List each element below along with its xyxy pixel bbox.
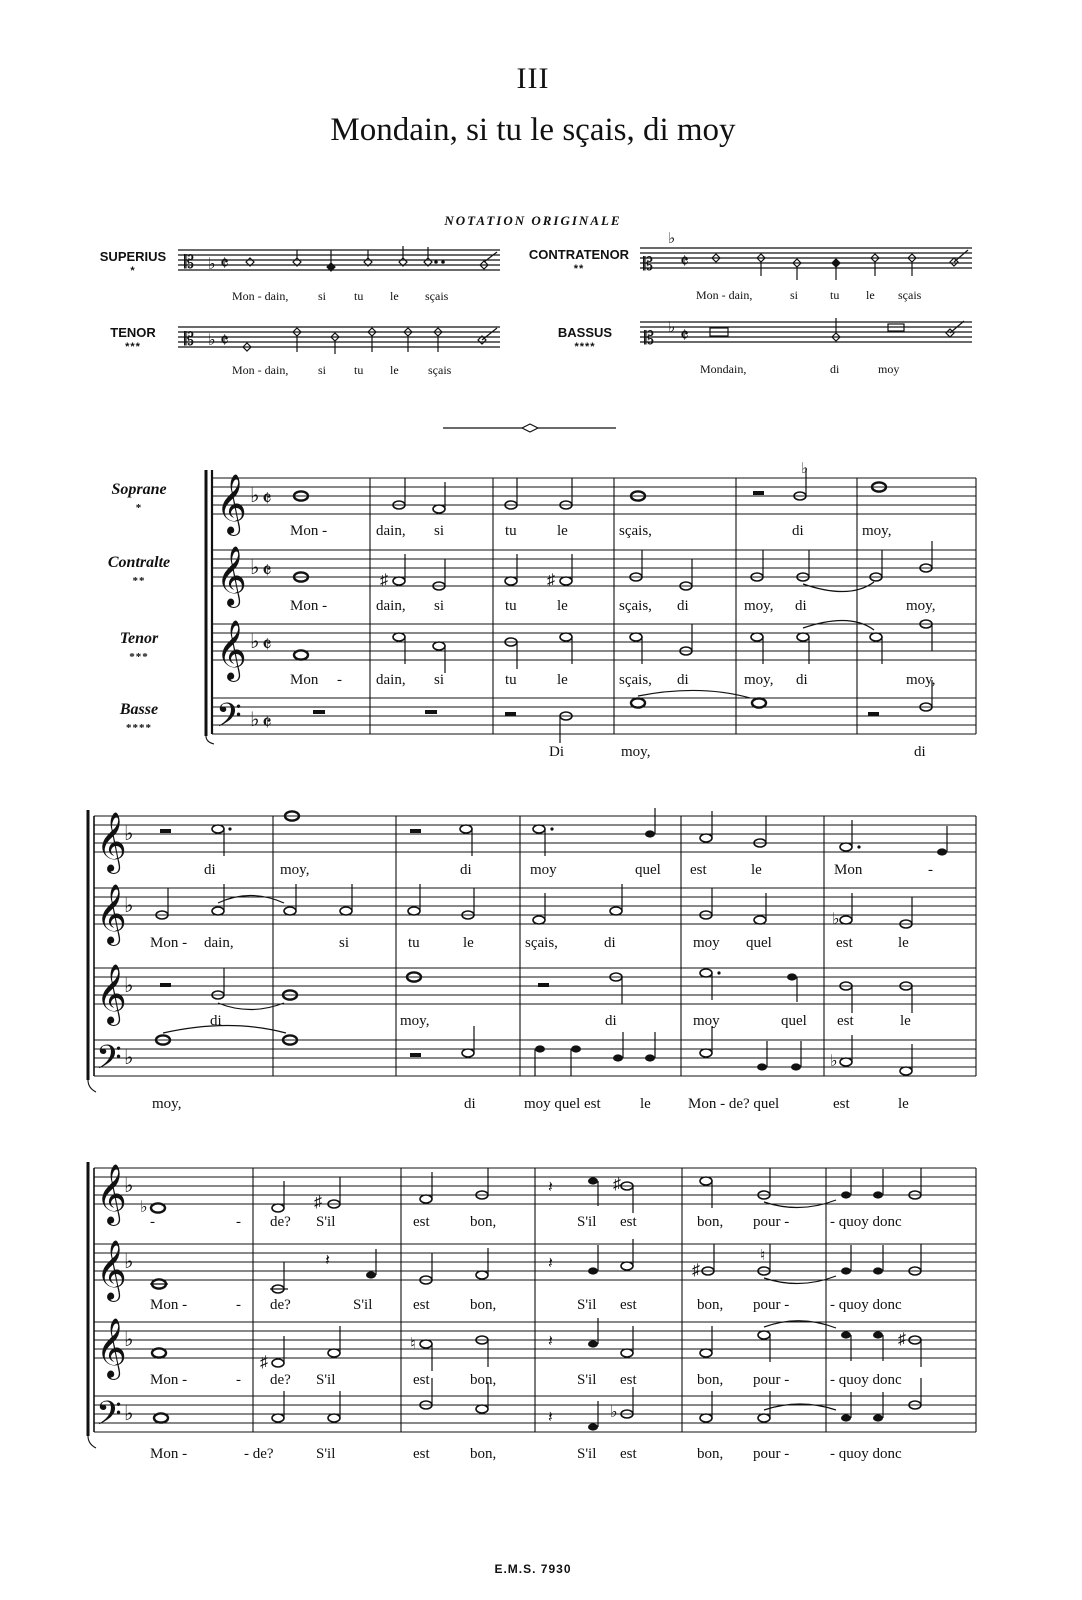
lyric: est xyxy=(413,1214,430,1230)
part-label-tenor: Tenor *** xyxy=(119,630,159,663)
svg-text:♭: ♭ xyxy=(250,557,260,579)
lyric: pour - xyxy=(753,1372,790,1388)
lyric: de? xyxy=(270,1372,291,1388)
lyric: S'il xyxy=(577,1446,597,1462)
lyric: S'il xyxy=(316,1214,336,1230)
lyric: Mon - xyxy=(150,935,188,951)
lyric: est xyxy=(413,1297,430,1313)
lyric: dain, xyxy=(376,672,406,688)
svg-text:♭: ♭ xyxy=(124,975,134,997)
lyric: est xyxy=(690,862,707,878)
lyric: - xyxy=(928,862,933,878)
svg-text:♯: ♯ xyxy=(380,572,388,589)
lyric: Mon - xyxy=(290,598,328,614)
svg-text:𝄢: 𝄢 xyxy=(96,1395,122,1441)
svg-text:♭: ♭ xyxy=(250,631,260,653)
lyric: sçais, xyxy=(619,598,652,614)
lyric: est xyxy=(413,1446,430,1462)
svg-text:𝄞: 𝄞 xyxy=(96,884,127,944)
svg-text:♯: ♯ xyxy=(314,1194,322,1211)
lyric: - xyxy=(236,1297,241,1313)
lyric: di xyxy=(914,744,926,760)
svg-text:𝄡: 𝄡 xyxy=(643,254,654,274)
svg-text:♭: ♭ xyxy=(668,231,676,247)
notation-lyric: si xyxy=(318,289,327,303)
notation-lyric: sçais xyxy=(428,363,452,377)
part-label-soprane: Soprane * xyxy=(111,481,167,514)
lyric: moy, xyxy=(152,1096,182,1112)
lyric: moy xyxy=(530,862,557,878)
svg-text:𝄽: 𝄽 xyxy=(548,1409,553,1426)
lyric: di xyxy=(796,672,808,688)
lyric: Mon - xyxy=(290,523,328,539)
svg-text:♭: ♭ xyxy=(208,256,216,273)
svg-text:𝄡: 𝄡 xyxy=(644,328,655,348)
lyric: moy quel est xyxy=(524,1096,601,1112)
notation-lyric: moy xyxy=(878,362,900,376)
svg-text:𝄵: 𝄵 xyxy=(220,330,229,352)
notation-voice-superius: SUPERIUS * xyxy=(99,249,167,277)
lyric: S'il xyxy=(316,1372,336,1388)
lyric: moy, xyxy=(621,744,651,760)
svg-text:𝄞: 𝄞 xyxy=(216,546,247,606)
notation-voice-tenor: TENOR *** xyxy=(110,325,156,353)
lyric: di xyxy=(605,1013,617,1029)
part-label-basse: Basse **** xyxy=(119,701,159,734)
lyric: di xyxy=(210,1013,222,1029)
lyric: Mon - xyxy=(150,1446,188,1462)
svg-text:♭: ♭ xyxy=(250,709,260,731)
lyric: est xyxy=(833,1096,850,1112)
lyric: quel xyxy=(746,935,772,951)
svg-text:𝄽: 𝄽 xyxy=(325,1252,330,1269)
lyric: moy, xyxy=(906,598,936,614)
svg-text:𝄵: 𝄵 xyxy=(262,558,272,583)
notation-lyric: di xyxy=(830,362,840,376)
lyric: tu xyxy=(505,523,517,539)
svg-text:♭: ♭ xyxy=(610,1404,618,1421)
lyric: le xyxy=(557,523,568,539)
lyric: di xyxy=(604,935,616,951)
publisher-code: E.M.S. 7930 xyxy=(494,1562,572,1576)
part-label-contralte: Contralte ** xyxy=(107,554,171,587)
svg-text:𝄵: 𝄵 xyxy=(680,325,689,347)
svg-text:♭: ♭ xyxy=(124,823,134,845)
lyric: - xyxy=(150,1214,155,1230)
lyric: Mon - xyxy=(150,1297,188,1313)
notation-lyric: si xyxy=(318,363,327,377)
svg-text:𝄞: 𝄞 xyxy=(216,474,247,534)
lyric: moy xyxy=(693,935,720,951)
lyric: di xyxy=(464,1096,476,1112)
notation-lyric: le xyxy=(390,363,399,377)
lyric: moy xyxy=(693,1013,720,1029)
notation-notes-contratenor xyxy=(643,231,968,280)
svg-text:𝄵: 𝄵 xyxy=(262,632,272,657)
lyric: moy, xyxy=(400,1013,430,1029)
lyric: S'il xyxy=(577,1214,597,1230)
lyric: bon, xyxy=(697,1297,724,1313)
svg-text:♭: ♭ xyxy=(124,895,134,917)
notation-lyric: Mon - dain, xyxy=(232,363,289,377)
svg-text:♭: ♭ xyxy=(830,1053,838,1070)
notation-lyric: Mondain, xyxy=(700,362,747,376)
notation-lyric: tu xyxy=(354,363,364,377)
lyric: le xyxy=(640,1096,651,1112)
svg-text:♯: ♯ xyxy=(260,1354,268,1371)
lyric: de? xyxy=(270,1297,291,1313)
lyric: pour - xyxy=(753,1297,790,1313)
lyric: moy, xyxy=(906,672,936,688)
lyric: est xyxy=(620,1297,637,1313)
piece-title: Mondain, si tu le sçais, di moy xyxy=(330,112,736,148)
lyric: bon, xyxy=(470,1214,497,1230)
lyric: Mon - xyxy=(150,1372,188,1388)
lyric: Di xyxy=(549,744,564,760)
notation-staff-contratenor xyxy=(640,248,972,268)
lyric: bon, xyxy=(697,1372,724,1388)
ornament-divider xyxy=(443,424,616,432)
notation-lyric: sçais xyxy=(425,289,449,303)
svg-text:𝄵: 𝄵 xyxy=(262,486,272,511)
lyric: est xyxy=(837,1013,854,1029)
lyric: - xyxy=(337,672,342,688)
lyric: le xyxy=(900,1013,911,1029)
lyric: le xyxy=(557,598,568,614)
system-3-notes xyxy=(96,1164,921,1441)
notation-lyric: le xyxy=(866,288,875,302)
lyric: sçais, xyxy=(619,523,652,539)
lyric: dain, xyxy=(376,598,406,614)
svg-text:𝄽: 𝄽 xyxy=(548,1255,553,1272)
svg-text:♭: ♭ xyxy=(668,320,676,336)
lyric: - de? xyxy=(244,1446,274,1462)
svg-text:𝄽: 𝄽 xyxy=(548,1179,553,1196)
lyric: moy, xyxy=(280,862,310,878)
lyric: bon, xyxy=(470,1297,497,1313)
svg-text:𝄡: 𝄡 xyxy=(184,329,195,349)
lyric: est xyxy=(836,935,853,951)
lyric: quel xyxy=(781,1013,807,1029)
svg-text:♯: ♯ xyxy=(547,572,555,589)
notation-lyric: sçais xyxy=(898,288,922,302)
svg-text:𝄞: 𝄞 xyxy=(96,1240,127,1300)
lyric: pour - xyxy=(753,1214,790,1230)
lyric: di xyxy=(795,598,807,614)
lyric: est xyxy=(620,1372,637,1388)
lyric: le xyxy=(898,935,909,951)
svg-text:♭: ♭ xyxy=(124,1251,134,1273)
lyric: - xyxy=(236,1372,241,1388)
svg-text:𝄵: 𝄵 xyxy=(262,710,272,735)
svg-text:𝄢: 𝄢 xyxy=(216,697,242,743)
notation-lyric: si xyxy=(790,288,799,302)
lyric: le xyxy=(751,862,762,878)
lyric: est xyxy=(413,1372,430,1388)
lyric: si xyxy=(434,523,445,539)
notation-voice-contratenor: CONTRATENOR ** xyxy=(528,247,630,275)
svg-text:♮: ♮ xyxy=(410,1336,416,1353)
svg-text:𝄽: 𝄽 xyxy=(548,1333,553,1350)
svg-text:𝄵: 𝄵 xyxy=(680,251,689,273)
lyric: tu xyxy=(505,672,517,688)
notation-lyric: Mon - dain, xyxy=(232,289,289,303)
lyric: - xyxy=(236,1214,241,1230)
svg-text:𝄡: 𝄡 xyxy=(184,252,195,272)
svg-text:♭: ♭ xyxy=(250,485,260,507)
svg-text:𝄞: 𝄞 xyxy=(96,1164,127,1224)
lyric: di xyxy=(677,672,689,688)
lyric: est xyxy=(620,1446,637,1462)
lyric: si xyxy=(434,672,445,688)
notation-staff-bassus xyxy=(640,322,972,342)
lyric: bon, xyxy=(470,1446,497,1462)
svg-text:♭: ♭ xyxy=(832,911,840,928)
notation-lyric: le xyxy=(390,289,399,303)
lyric: - quoy donc xyxy=(830,1446,902,1462)
lyric: - quoy donc xyxy=(830,1214,902,1230)
lyric: di xyxy=(204,862,216,878)
lyric: sçais, xyxy=(525,935,558,951)
notation-lyric: tu xyxy=(354,289,364,303)
svg-text:♭: ♭ xyxy=(124,1329,134,1351)
lyric: sçais, xyxy=(619,672,652,688)
svg-text:𝄵: 𝄵 xyxy=(220,253,229,275)
lyric: dain, xyxy=(376,523,406,539)
lyric: le xyxy=(898,1096,909,1112)
svg-text:𝄢: 𝄢 xyxy=(96,1039,122,1085)
lyric: bon, xyxy=(470,1372,497,1388)
lyric: Mon - de? quel xyxy=(688,1096,780,1112)
svg-text:♯: ♯ xyxy=(692,1262,700,1279)
lyric: moy, xyxy=(744,598,774,614)
svg-text:♯: ♯ xyxy=(613,1176,621,1193)
lyric: - quoy donc xyxy=(830,1372,902,1388)
lyric: S'il xyxy=(316,1446,336,1462)
lyric: S'il xyxy=(577,1372,597,1388)
svg-text:𝄞: 𝄞 xyxy=(216,620,247,680)
svg-text:𝄞: 𝄞 xyxy=(96,812,127,872)
notation-lyric: tu xyxy=(830,288,840,302)
lyric: di xyxy=(792,523,804,539)
svg-text:𝄞: 𝄞 xyxy=(96,1318,127,1378)
lyric: est xyxy=(620,1214,637,1230)
svg-text:♭: ♭ xyxy=(208,332,216,349)
notation-voice-bassus: BASSUS **** xyxy=(557,325,613,353)
lyric: pour - xyxy=(753,1446,790,1462)
lyric: si xyxy=(434,598,445,614)
lyric: S'il xyxy=(353,1297,373,1313)
svg-text:♯: ♯ xyxy=(898,1331,906,1348)
lyric: quel xyxy=(635,862,661,878)
lyric: Mon xyxy=(834,862,863,878)
piece-number: III xyxy=(516,62,550,95)
svg-text:♭: ♭ xyxy=(140,1199,148,1216)
lyric: bon, xyxy=(697,1446,724,1462)
lyric: tu xyxy=(408,935,420,951)
svg-text:♭: ♭ xyxy=(801,461,809,477)
lyric: - quoy donc xyxy=(830,1297,902,1313)
lyric: de? xyxy=(270,1214,291,1230)
svg-text:♭: ♭ xyxy=(124,1403,134,1425)
lyric: si xyxy=(339,935,350,951)
svg-text:♭: ♭ xyxy=(124,1047,134,1069)
lyric: tu xyxy=(505,598,517,614)
lyric: le xyxy=(557,672,568,688)
notation-label: NOTATION ORIGINALE xyxy=(444,213,622,228)
lyric: bon, xyxy=(697,1214,724,1230)
svg-text:♮: ♮ xyxy=(760,1248,766,1264)
lyric: di xyxy=(460,862,472,878)
lyric: moy, xyxy=(744,672,774,688)
lyric: di xyxy=(677,598,689,614)
notation-lyric: Mon - dain, xyxy=(696,288,753,302)
svg-text:♭: ♭ xyxy=(124,1175,134,1197)
svg-text:𝄞: 𝄞 xyxy=(96,964,127,1024)
lyric: le xyxy=(463,935,474,951)
lyric: Mon xyxy=(290,672,319,688)
lyric: moy, xyxy=(862,523,892,539)
lyric: dain, xyxy=(204,935,234,951)
lyric: S'il xyxy=(577,1297,597,1313)
